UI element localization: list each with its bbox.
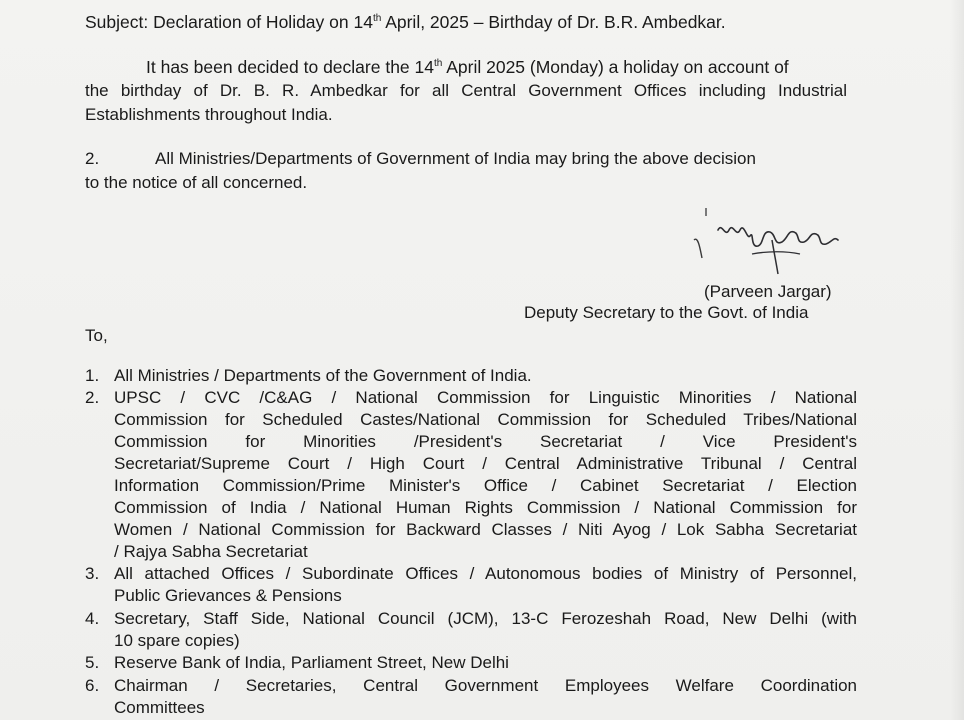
page-edge-shadow bbox=[950, 0, 964, 720]
recipient-2-line: Commission of India / National Human Rights Commission / National Commission for bbox=[114, 498, 857, 517]
recipient-2-line: Information Commission/Prime Minister's Office / Cabinet Secretariat / Election bbox=[114, 476, 857, 495]
subject-sup: th bbox=[372, 13, 382, 25]
recipient-2-line: / Rajya Sabha Secretariat bbox=[114, 542, 308, 561]
para1-line3: Establishments throughout India. bbox=[85, 105, 333, 124]
subject-text: Subject: Declaration of Holiday on 14 bbox=[85, 12, 373, 32]
para2-number: 2. bbox=[85, 149, 100, 168]
recipient-5-number: 5. bbox=[85, 653, 100, 672]
para1-line2: the birthday of Dr. B. R. Ambedkar for all Central Government Offices including Industrial bbox=[85, 81, 847, 100]
recipient-1-line: All Ministries / Departments of the Government of India. bbox=[114, 366, 532, 385]
recipient-6-line: Chairman / Secretaries, Central Government Employees Welfare Coordination bbox=[114, 676, 857, 695]
recipient-2-line: UPSC / CVC /C&AG / National Commission for Linguistic Minorities / National bbox=[114, 388, 857, 407]
recipient-2-number: 2. bbox=[85, 388, 100, 407]
para2-line1: All Ministries/Departments of Government of India may bring the above decision bbox=[155, 149, 756, 168]
recipient-2-line: Commission for Scheduled Castes/National Commission for Scheduled Tribes/National bbox=[114, 410, 857, 429]
to-label: To, bbox=[85, 326, 108, 345]
recipient-4-line: Secretary, Staff Side, National Council (JCM), 13-C Ferozeshah Road, New Delhi (with bbox=[114, 609, 857, 628]
subject-line bbox=[85, 11, 726, 33]
signatory-name: (Parveen Jargar) bbox=[704, 282, 832, 301]
recipient-2-line: Women / National Commission for Backward Classes / Niti Ayog / Lok Sabha Secretariat bbox=[114, 520, 857, 539]
signature-icon bbox=[692, 196, 852, 280]
para1-line1: It has been decided to declare the 14th April 2025 (Monday) a holiday on account of bbox=[146, 57, 789, 77]
recipient-5-line: Reserve Bank of India, Parliament Street, New Delhi bbox=[114, 653, 509, 672]
recipient-6-number: 6. bbox=[85, 676, 100, 695]
recipient-3-line: All attached Offices / Subordinate Offices / Autonomous bodies of Ministry of Personnel, bbox=[114, 564, 857, 583]
recipient-3-number: 3. bbox=[85, 564, 100, 583]
recipient-2-line: Commission for Minorities /President's Secretariat / Vice President's bbox=[114, 432, 857, 451]
recipient-1-number: 1. bbox=[85, 366, 100, 385]
recipient-3-line: Public Grievances & Pensions bbox=[114, 586, 342, 605]
recipient-4-number: 4. bbox=[85, 609, 100, 628]
signatory-designation: Deputy Secretary to the Govt. of India bbox=[524, 303, 809, 322]
recipient-2-line: Secretariat/Supreme Court / High Court / Central Administrative Tribunal / Central bbox=[114, 454, 857, 473]
recipient-4-line: 10 spare copies) bbox=[114, 631, 240, 650]
recipient-6-line: Committees bbox=[114, 698, 205, 717]
subject-text-suffix: April, 2025 – Birthday of Dr. B.R. Ambedkar. bbox=[381, 12, 726, 32]
para2-line2: to the notice of all concerned. bbox=[85, 173, 308, 192]
